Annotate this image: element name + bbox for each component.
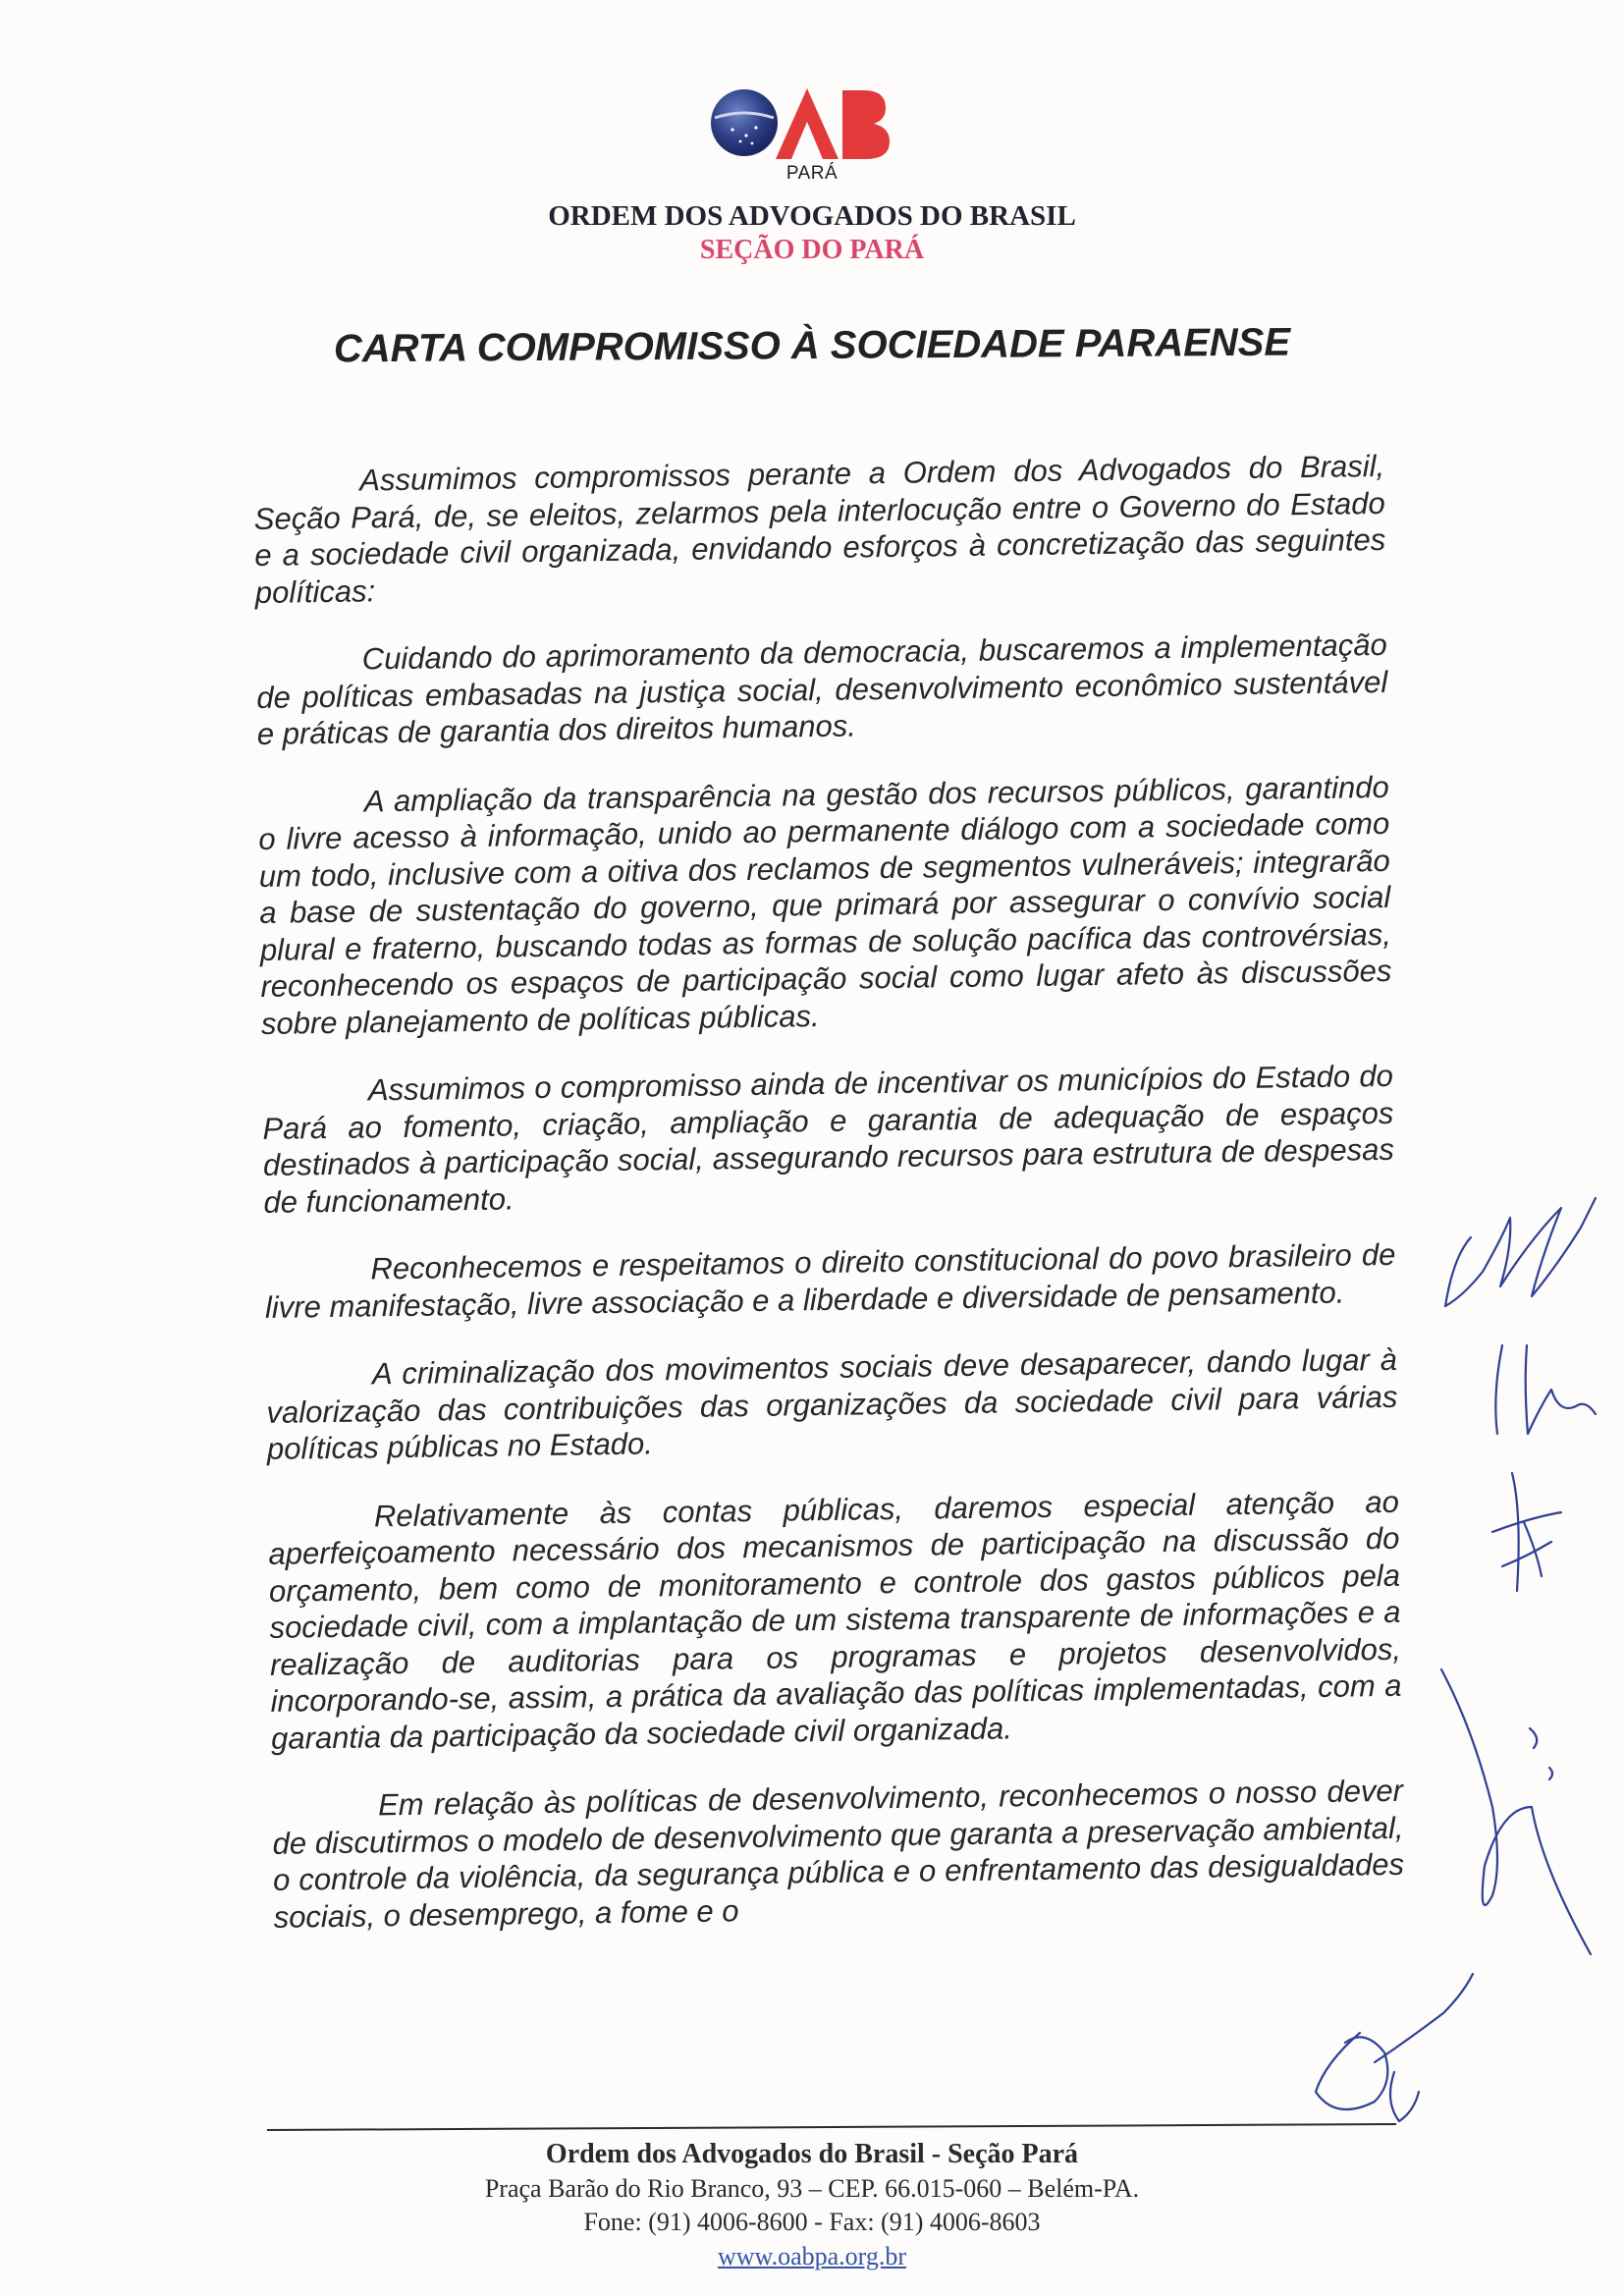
document-title: CARTA COMPROMISSO À SOCIEDADE PARAENSE [333,320,1291,371]
footer-address: Praça Barão do Rio Branco, 93 – CEP. 66.015-060 – Belém-PA. [484,2174,1140,2203]
paragraph: Cuidando do aprimoramento da democracia, buscaremos a implementação de políticas embasadas na justiça social, desenvolvimento econômico sustentável e práticas de garantia dos direitos humanos. [256,627,1388,751]
org-name: ORDEM DOS ADVOGADOS DO BRASIL [548,200,1076,232]
org-section: SEÇÃO DO PARÁ [699,235,925,265]
paragraph: Reconhecemos e respeitamos o direito constitucional do povo brasileiro de livre manifestação, livre associação e a liberdade e diversidade de pensamento. [264,1236,1396,1325]
footer-org-name: Ordem dos Advogados do Brasil - Seção Pará [545,2139,1079,2169]
letter-body [253,448,1405,1967]
footer-website-link[interactable]: www.oabpa.org.br [717,2242,907,2270]
paragraph: Assumimos compromissos perante a Ordem dos Advogados do Brasil, Seção Pará, de, se eleitos, zelarmos pela interlocução entre o Governo do Estado e a sociedade civil organizada, envidando esforços à concretização das seguintes políticas: [253,448,1386,610]
paragraph: Em relação às políticas de desenvolvimento, reconhecemos o nosso dever de discutirmos o modelo de desenvolvimento que garanta a preservação ambiental, o controle da violência, da segurança pública e o enfrentamento das desigualdades sociais, o desemprego, a fome e o [272,1773,1405,1935]
signature-initial [1495,1345,1596,1434]
bottom-signature [1267,1768,1483,2170]
oab-logo-mark [707,79,903,177]
logo-state: PARÁ [785,163,839,184]
paragraph: Relativamente às contas públicas, daremos especial atenção ao aperfeiçoamento necessário dos mecanismos de participação na discussão do orçamento, bem como de monitoramento e controle dos gastos públicos pela sociedade civil, com a implantação de um sistema transparente de informações e a realização de auditorias para os programas e projetos desenvolvidos, incorporando-se, assim, a prática da avaliação das políticas implementadas, com a garantia da participação da sociedade civil organizada. [268,1484,1402,1756]
footer-phone: Fone: (91) 4006-8600 - Fax: (91) 4006-8603 [583,2208,1041,2236]
footer-divider [267,2123,1396,2131]
signature-initial [1492,1473,1561,1591]
paragraph: A ampliação da transparência na gestão dos recursos públicos, garantindo o livre acesso à informação, unido ao permanente diálogo com a sociedade como um todo, inclusive com a oitiva dos reclamos de segmentos vulneráveis; integrarão a base de sustentação do governo, que primará por assegurar o convívio social plural e fraterno, buscando todas as formas de solução pacífica das controvérsias, reconhecendo os espaços de participação social como lugar afeto às discussões sobre planejamento de políticas públicas. [258,769,1392,1041]
paragraph: A criminalização dos movimentos sociais deve desaparecer, dando lugar à valorização das contribuições das organizações da sociedade civil para várias políticas públicas no Estado. [266,1341,1398,1466]
signature-initial [1530,1728,1552,1779]
oab-logo [707,79,903,177]
paragraph: Assumimos o compromisso ainda de incentivar os municípios do Estado do Pará ao fomento, criação, ampliação e garantia de adequação de espaços destinados à participação social, assegurando recursos para estrutura de despesas de funcionamento. [262,1058,1395,1220]
signature-initial [1445,1198,1596,1306]
